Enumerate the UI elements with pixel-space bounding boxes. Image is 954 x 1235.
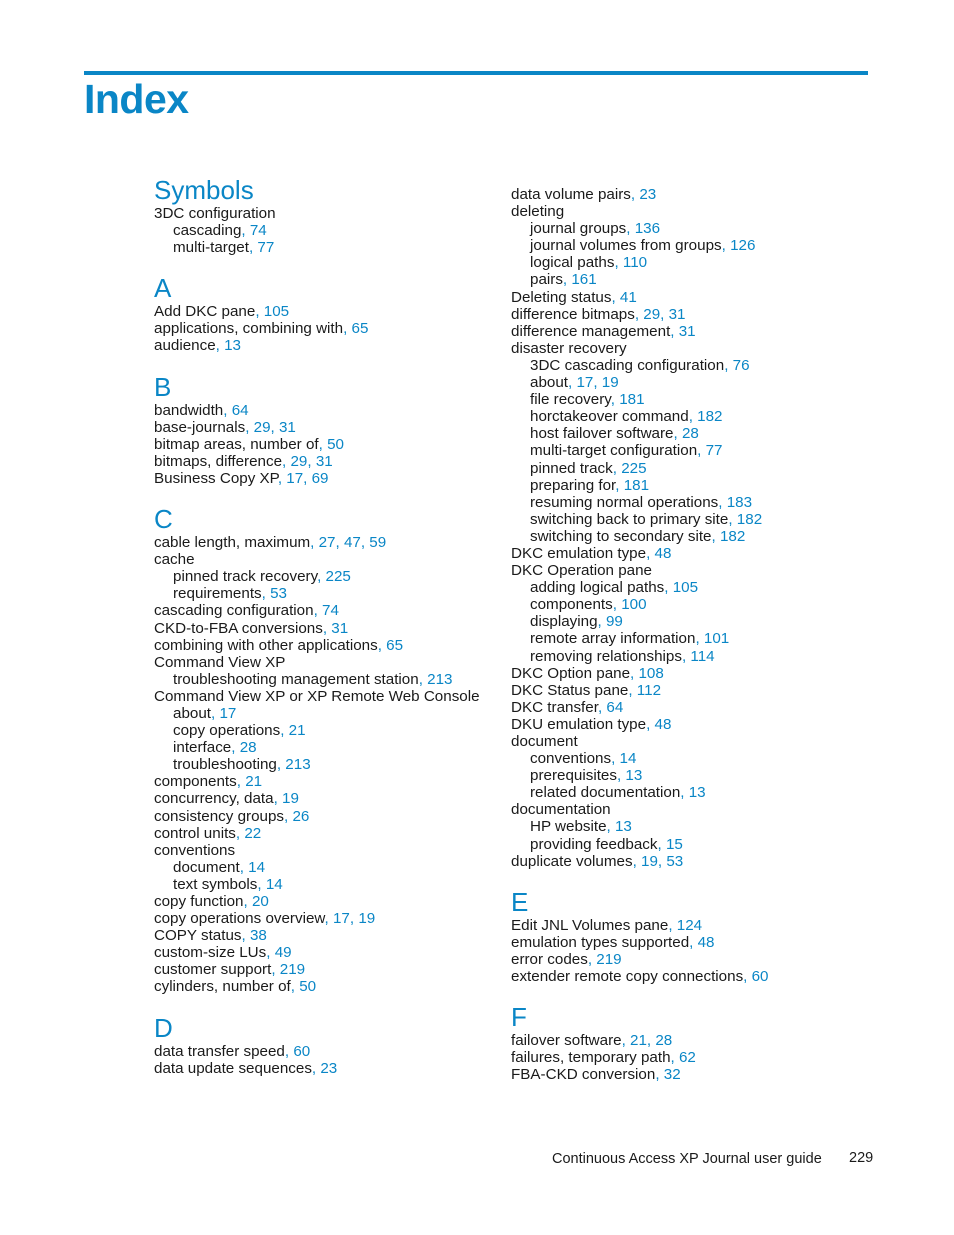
entry-page-links[interactable]: , 14 bbox=[257, 875, 283, 893]
section-letter: Symbols bbox=[154, 175, 254, 205]
index-subentry bbox=[511, 767, 871, 784]
entry-page-links[interactable]: , 17, 69 bbox=[277, 469, 329, 487]
section-letter: D bbox=[154, 1012, 173, 1043]
entry-page-links[interactable]: , 181 bbox=[610, 391, 645, 409]
entry-page-links[interactable]: , 48 bbox=[646, 715, 672, 733]
entry-term: difference bitmaps bbox=[511, 305, 635, 323]
entry-term: journal volumes from groups bbox=[530, 237, 722, 255]
entry-page-links[interactable]: , 17 bbox=[211, 704, 237, 722]
header-rule bbox=[84, 71, 868, 75]
index-entry bbox=[154, 205, 494, 222]
index-entry bbox=[154, 825, 494, 842]
entry-page-links[interactable]: , 14 bbox=[611, 750, 637, 768]
index-subentry bbox=[511, 460, 871, 477]
index-section bbox=[154, 1013, 494, 1077]
entry-page-links[interactable]: , 76 bbox=[724, 356, 750, 374]
entry-page-links[interactable]: , 183 bbox=[718, 493, 753, 511]
entry-term: interface bbox=[173, 739, 232, 757]
entry-page-links[interactable]: , 19, 53 bbox=[632, 852, 684, 870]
entry-page-links[interactable]: , 32 bbox=[655, 1066, 681, 1084]
section-gap bbox=[154, 996, 494, 1013]
entry-term: DKC Operation pane bbox=[511, 562, 652, 580]
entry-term: duplicate volumes bbox=[511, 852, 633, 870]
index-entry bbox=[511, 733, 871, 750]
entry-term: failover software bbox=[511, 1032, 622, 1050]
index-entry bbox=[154, 893, 494, 910]
entry-term: conventions bbox=[530, 750, 612, 768]
index-subentry bbox=[511, 254, 871, 271]
index-subentry bbox=[154, 585, 494, 602]
index-subentry bbox=[511, 442, 871, 459]
entry-page-links[interactable]: , 136 bbox=[626, 220, 661, 238]
entry-term: data update sequences bbox=[154, 1059, 312, 1077]
entry-page-links[interactable]: , 29, 31 bbox=[634, 305, 686, 323]
entry-page-links[interactable]: , 65 bbox=[377, 636, 404, 654]
entry-page-links[interactable]: , 219 bbox=[587, 950, 622, 968]
entry-page-links[interactable]: , 41 bbox=[611, 288, 637, 306]
index-entry bbox=[511, 562, 871, 579]
entry-page-links[interactable]: , 62 bbox=[670, 1049, 696, 1067]
entry-term: conventions bbox=[154, 841, 236, 859]
index-subentry bbox=[511, 750, 871, 767]
entry-page-links[interactable]: , 219 bbox=[271, 961, 306, 979]
index-entry bbox=[511, 934, 871, 951]
index-subentry bbox=[511, 408, 871, 425]
entry-page-links[interactable]: , 26 bbox=[284, 807, 310, 825]
entry-page-links[interactable]: , 74 bbox=[241, 222, 267, 240]
entry-page-links[interactable]: , 38 bbox=[241, 927, 267, 945]
entry-term: 3DC configuration bbox=[154, 205, 276, 222]
entry-page-links[interactable]: , 114 bbox=[681, 647, 715, 665]
index-subentry bbox=[154, 568, 494, 585]
entry-term: document bbox=[173, 858, 240, 876]
entry-page-links[interactable]: , 225 bbox=[317, 568, 351, 586]
entry-page-links[interactable]: , 28 bbox=[673, 425, 699, 443]
entry-page-links[interactable]: , 53 bbox=[261, 585, 287, 603]
entry-page-links[interactable]: , 65 bbox=[343, 320, 369, 338]
index-subentry bbox=[511, 391, 871, 408]
index-subentry bbox=[511, 836, 871, 853]
entry-term: Edit JNL Volumes pane bbox=[511, 916, 669, 934]
page-title: Index bbox=[84, 76, 189, 122]
entry-term: Command View XP or XP Remote Web Console bbox=[154, 687, 480, 705]
index-entry bbox=[511, 323, 871, 340]
entry-term: cascading configuration bbox=[154, 602, 314, 620]
index-subentry bbox=[154, 722, 494, 739]
index-section bbox=[154, 273, 494, 354]
entry-term: consistency groups bbox=[154, 807, 285, 825]
entry-term: prerequisites bbox=[530, 767, 617, 785]
entry-term: pinned track recovery bbox=[173, 568, 318, 586]
entry-term: providing feedback bbox=[530, 835, 658, 853]
index-subentry bbox=[511, 374, 871, 391]
index-entry bbox=[511, 1049, 871, 1066]
entry-page-links[interactable]: , 182 bbox=[711, 527, 746, 545]
index-entry bbox=[511, 917, 871, 934]
entry-term: troubleshooting management station bbox=[173, 670, 419, 688]
index-entry bbox=[154, 551, 494, 568]
entry-term: Business Copy XP bbox=[154, 469, 278, 487]
entry-term: failures, temporary path bbox=[511, 1049, 671, 1067]
index-subentry bbox=[511, 818, 871, 835]
entry-term: file recovery bbox=[530, 391, 611, 409]
entry-term: host failover software bbox=[530, 425, 674, 443]
entry-term: components bbox=[530, 596, 613, 614]
index-subentry bbox=[511, 648, 871, 665]
entry-term: DKC emulation type bbox=[511, 544, 647, 562]
entry-page-links[interactable]: , 17, 19 bbox=[568, 374, 619, 392]
section-gap bbox=[511, 870, 871, 887]
entry-page-links[interactable]: , 50 bbox=[290, 978, 317, 996]
entry-page-links[interactable]: , 22 bbox=[235, 824, 262, 842]
index-subentry bbox=[154, 705, 494, 722]
index-section bbox=[511, 186, 871, 870]
entry-term: DKC transfer bbox=[511, 698, 598, 716]
index-entry bbox=[511, 665, 871, 682]
index-entry bbox=[511, 1032, 871, 1049]
index-subentry bbox=[511, 357, 871, 374]
entry-term: custom-size LUs bbox=[154, 944, 267, 962]
index-subentry bbox=[154, 859, 494, 876]
entry-term: COPY status bbox=[154, 927, 242, 945]
index-subentry bbox=[154, 756, 494, 773]
index-entry bbox=[511, 186, 871, 203]
entry-term: Command View XP bbox=[154, 653, 286, 671]
entry-term: error codes bbox=[511, 950, 588, 968]
entry-term: adding logical paths bbox=[530, 579, 665, 597]
entry-term: requirements bbox=[173, 585, 262, 603]
section-letter: C bbox=[154, 504, 173, 535]
index-entry bbox=[154, 654, 494, 671]
index-entry bbox=[154, 773, 494, 790]
entry-term: horctakeover command bbox=[530, 408, 689, 426]
entry-page-links[interactable]: , 49 bbox=[266, 944, 292, 962]
entry-term: emulation types supported bbox=[511, 933, 690, 951]
entry-page-links[interactable]: , 60 bbox=[284, 1042, 311, 1060]
entry-term: 3DC cascading configuration bbox=[530, 356, 725, 374]
section-letter: E bbox=[511, 886, 529, 917]
entry-term: DKC Option pane bbox=[511, 664, 631, 682]
entry-term: deleting bbox=[511, 203, 565, 221]
index-entry bbox=[154, 927, 494, 944]
index-entry bbox=[154, 842, 494, 859]
entry-term: control units bbox=[154, 824, 236, 842]
entry-page-links[interactable]: , 213 bbox=[418, 670, 453, 688]
entry-page-links[interactable]: , 99 bbox=[597, 613, 623, 631]
entry-term: resuming normal operations bbox=[530, 493, 719, 511]
entry-term: copy function bbox=[154, 893, 244, 910]
entry-term: data volume pairs bbox=[511, 186, 631, 203]
entry-term: disaster recovery bbox=[511, 339, 627, 357]
section-letter: B bbox=[154, 371, 172, 402]
footer-doc-title: Continuous Access XP Journal user guide bbox=[552, 1151, 822, 1167]
index-entry bbox=[154, 620, 494, 637]
entry-page-links[interactable]: , 77 bbox=[697, 442, 723, 460]
index-entry bbox=[511, 545, 871, 562]
entry-term: cylinders, number of bbox=[154, 978, 291, 996]
entry-term: components bbox=[154, 773, 237, 791]
entry-term: cascading bbox=[173, 222, 242, 240]
entry-page-links[interactable]: , 112 bbox=[628, 681, 662, 699]
entry-term: about bbox=[173, 704, 212, 722]
index-entry bbox=[154, 808, 494, 825]
entry-term: pinned track bbox=[530, 459, 613, 477]
entry-term: audience bbox=[154, 337, 216, 355]
entry-page-links[interactable]: , 105 bbox=[255, 303, 290, 321]
index-subentry bbox=[511, 579, 871, 596]
index-entry bbox=[154, 944, 494, 961]
index-subentry bbox=[154, 239, 494, 256]
entry-page-links[interactable]: , 100 bbox=[612, 596, 647, 614]
index-entry bbox=[154, 402, 494, 419]
entry-page-links[interactable]: , 15 bbox=[657, 835, 683, 853]
entry-term: FBA-CKD conversion bbox=[511, 1066, 656, 1084]
index-subentry bbox=[511, 271, 871, 288]
entry-term: HP website bbox=[530, 818, 607, 836]
entry-term: removing relationships bbox=[530, 647, 682, 665]
entry-term: switching to secondary site bbox=[530, 527, 712, 545]
entry-page-links[interactable]: , 23 bbox=[311, 1059, 338, 1077]
index-entry bbox=[154, 436, 494, 453]
entry-page-links[interactable]: , 29, 31 bbox=[282, 452, 333, 470]
entry-term: base-journals bbox=[154, 418, 246, 436]
index-entry bbox=[511, 699, 871, 716]
index-entry bbox=[154, 1043, 494, 1060]
index-entry bbox=[154, 978, 494, 995]
index-subentry bbox=[511, 494, 871, 511]
entry-term: related documentation bbox=[530, 784, 681, 802]
index-subentry bbox=[511, 630, 871, 647]
index-entry bbox=[511, 306, 871, 323]
entry-term: journal groups bbox=[530, 220, 627, 238]
entry-page-links[interactable]: , 124 bbox=[668, 916, 703, 934]
entry-term: applications, combining with bbox=[154, 320, 344, 338]
index-entry bbox=[154, 602, 494, 619]
index-entry bbox=[511, 1066, 871, 1083]
index-column-right bbox=[511, 186, 871, 1083]
section-gap bbox=[154, 487, 494, 504]
index-subentry bbox=[511, 220, 871, 237]
index-entry bbox=[154, 337, 494, 354]
index-entry bbox=[154, 303, 494, 320]
entry-page-links[interactable]: , 21 bbox=[236, 773, 263, 791]
index-section bbox=[511, 1002, 871, 1083]
entry-term: bandwidth bbox=[154, 401, 224, 419]
entry-term: displaying bbox=[530, 613, 598, 631]
section-letter: A bbox=[154, 273, 172, 304]
section-gap bbox=[154, 256, 494, 273]
index-subentry bbox=[511, 237, 871, 254]
index-subentry bbox=[511, 596, 871, 613]
entry-term: DKC Status pane bbox=[511, 681, 629, 699]
entry-page-links[interactable]: , 181 bbox=[615, 476, 650, 494]
entry-page-links[interactable]: , 64 bbox=[597, 698, 624, 716]
index-subentry bbox=[154, 671, 494, 688]
entry-page-links[interactable]: , 105 bbox=[664, 579, 699, 597]
index-entry bbox=[511, 682, 871, 699]
entry-page-links[interactable]: , 19 bbox=[273, 790, 299, 808]
entry-page-links[interactable]: , 28 bbox=[231, 739, 257, 757]
index-entry bbox=[511, 340, 871, 357]
entry-page-links[interactable]: , 31 bbox=[670, 322, 696, 340]
index-entry bbox=[154, 688, 494, 705]
entry-term: copy operations bbox=[173, 722, 281, 740]
entry-page-links[interactable]: , 101 bbox=[695, 630, 730, 648]
index-entry bbox=[154, 534, 494, 551]
entry-page-links[interactable]: , 182 bbox=[688, 408, 723, 426]
entry-term: switching back to primary site bbox=[530, 510, 729, 528]
section-letter: F bbox=[511, 1002, 527, 1033]
entry-term: CKD-to-FBA conversions bbox=[154, 619, 323, 637]
entry-term: Add DKC pane bbox=[154, 303, 256, 321]
index-section bbox=[154, 504, 494, 996]
entry-term: customer support bbox=[154, 961, 272, 979]
index-entry bbox=[511, 853, 871, 870]
entry-page-links[interactable]: , 108 bbox=[630, 664, 664, 682]
entry-page-links[interactable]: , 31 bbox=[322, 619, 349, 637]
entry-page-links[interactable]: , 126 bbox=[721, 237, 756, 255]
entry-term: bitmap areas, number of bbox=[154, 435, 319, 453]
entry-page-links[interactable]: , 29, 31 bbox=[245, 418, 296, 436]
entry-page-links[interactable]: , 74 bbox=[313, 602, 339, 620]
index-subentry bbox=[511, 477, 871, 494]
entry-term: concurrency, data bbox=[154, 790, 274, 808]
entry-term: documentation bbox=[511, 801, 611, 819]
index-entry bbox=[154, 1060, 494, 1077]
index-entry bbox=[154, 470, 494, 487]
index-section bbox=[154, 372, 494, 487]
entry-page-links[interactable]: , 17, 19 bbox=[324, 910, 376, 928]
entry-term: pairs bbox=[530, 271, 563, 289]
entry-term: about bbox=[530, 374, 569, 392]
index-entry bbox=[154, 419, 494, 436]
entry-term: extender remote copy connections bbox=[511, 968, 744, 986]
entry-page-links[interactable]: , 14 bbox=[239, 858, 266, 876]
entry-page-links[interactable]: , 60 bbox=[743, 968, 769, 986]
index-section bbox=[511, 887, 871, 985]
index-entry bbox=[511, 801, 871, 818]
entry-page-links[interactable]: , 161 bbox=[562, 271, 597, 289]
entry-term: remote array information bbox=[530, 630, 696, 648]
footer-page-number: 229 bbox=[849, 1150, 874, 1166]
entry-page-links[interactable]: , 20 bbox=[243, 893, 269, 910]
entry-page-links[interactable]: , 213 bbox=[276, 756, 311, 774]
index-entry bbox=[511, 951, 871, 968]
entry-page-links[interactable]: , 13 bbox=[616, 767, 643, 785]
index-subentry bbox=[511, 511, 871, 528]
entry-term: Deleting status bbox=[511, 288, 612, 306]
entry-page-links[interactable]: , 27, 47, 59 bbox=[310, 534, 387, 552]
entry-term: copy operations overview bbox=[154, 910, 325, 928]
index-subentry bbox=[511, 784, 871, 801]
entry-term: DKU emulation type bbox=[511, 715, 647, 733]
index-entry bbox=[511, 716, 871, 733]
index-subentry bbox=[511, 528, 871, 545]
entry-term: data transfer speed bbox=[154, 1042, 285, 1060]
index-entry bbox=[511, 203, 871, 220]
index-column-left bbox=[154, 175, 494, 1077]
entry-term: document bbox=[511, 733, 578, 750]
entry-term: logical paths bbox=[530, 254, 615, 272]
index-section bbox=[154, 175, 494, 256]
entry-page-links[interactable]: , 48 bbox=[646, 544, 672, 562]
section-gap bbox=[154, 355, 494, 372]
entry-term: text symbols bbox=[173, 875, 258, 893]
entry-term: combining with other applications bbox=[154, 636, 378, 654]
entry-page-links[interactable]: , 48 bbox=[689, 933, 715, 951]
index-entry bbox=[154, 320, 494, 337]
entry-page-links[interactable]: , 77 bbox=[248, 239, 275, 257]
index-subentry bbox=[154, 739, 494, 756]
index-subentry bbox=[511, 425, 871, 442]
section-gap bbox=[511, 985, 871, 1002]
entry-term: preparing for bbox=[530, 476, 616, 494]
index-entry bbox=[154, 637, 494, 654]
entry-term: cable length, maximum bbox=[154, 534, 311, 552]
entry-page-links[interactable]: , 21 bbox=[280, 722, 306, 740]
entry-page-links[interactable]: , 110 bbox=[614, 254, 648, 272]
index-subentry bbox=[511, 613, 871, 630]
entry-page-links[interactable]: , 64 bbox=[223, 401, 249, 419]
index-entry bbox=[154, 790, 494, 807]
entry-term: cache bbox=[154, 551, 195, 569]
entry-page-links[interactable]: , 13 bbox=[680, 784, 706, 802]
entry-page-links[interactable]: , 50 bbox=[318, 435, 344, 453]
index-entry bbox=[154, 453, 494, 470]
entry-term: difference management bbox=[511, 322, 671, 340]
entry-page-links[interactable]: , 21, 28 bbox=[621, 1032, 673, 1050]
index-entry bbox=[511, 289, 871, 306]
entry-term: multi-target configuration bbox=[530, 442, 698, 460]
entry-page-links[interactable]: , 13 bbox=[215, 337, 241, 355]
entry-page-links[interactable]: , 225 bbox=[612, 459, 647, 477]
entry-page-links[interactable]: , 13 bbox=[606, 818, 632, 836]
index-entry bbox=[511, 968, 871, 985]
entry-term: troubleshooting bbox=[173, 756, 277, 774]
index-subentry bbox=[154, 222, 494, 239]
index-subentry bbox=[154, 876, 494, 893]
entry-term: multi-target bbox=[173, 239, 249, 257]
entry-term: bitmaps, difference bbox=[154, 452, 283, 470]
index-entry bbox=[154, 961, 494, 978]
entry-page-links[interactable]: , 23 bbox=[630, 186, 657, 203]
index-entry bbox=[154, 910, 494, 927]
entry-page-links[interactable]: , 182 bbox=[728, 510, 763, 528]
